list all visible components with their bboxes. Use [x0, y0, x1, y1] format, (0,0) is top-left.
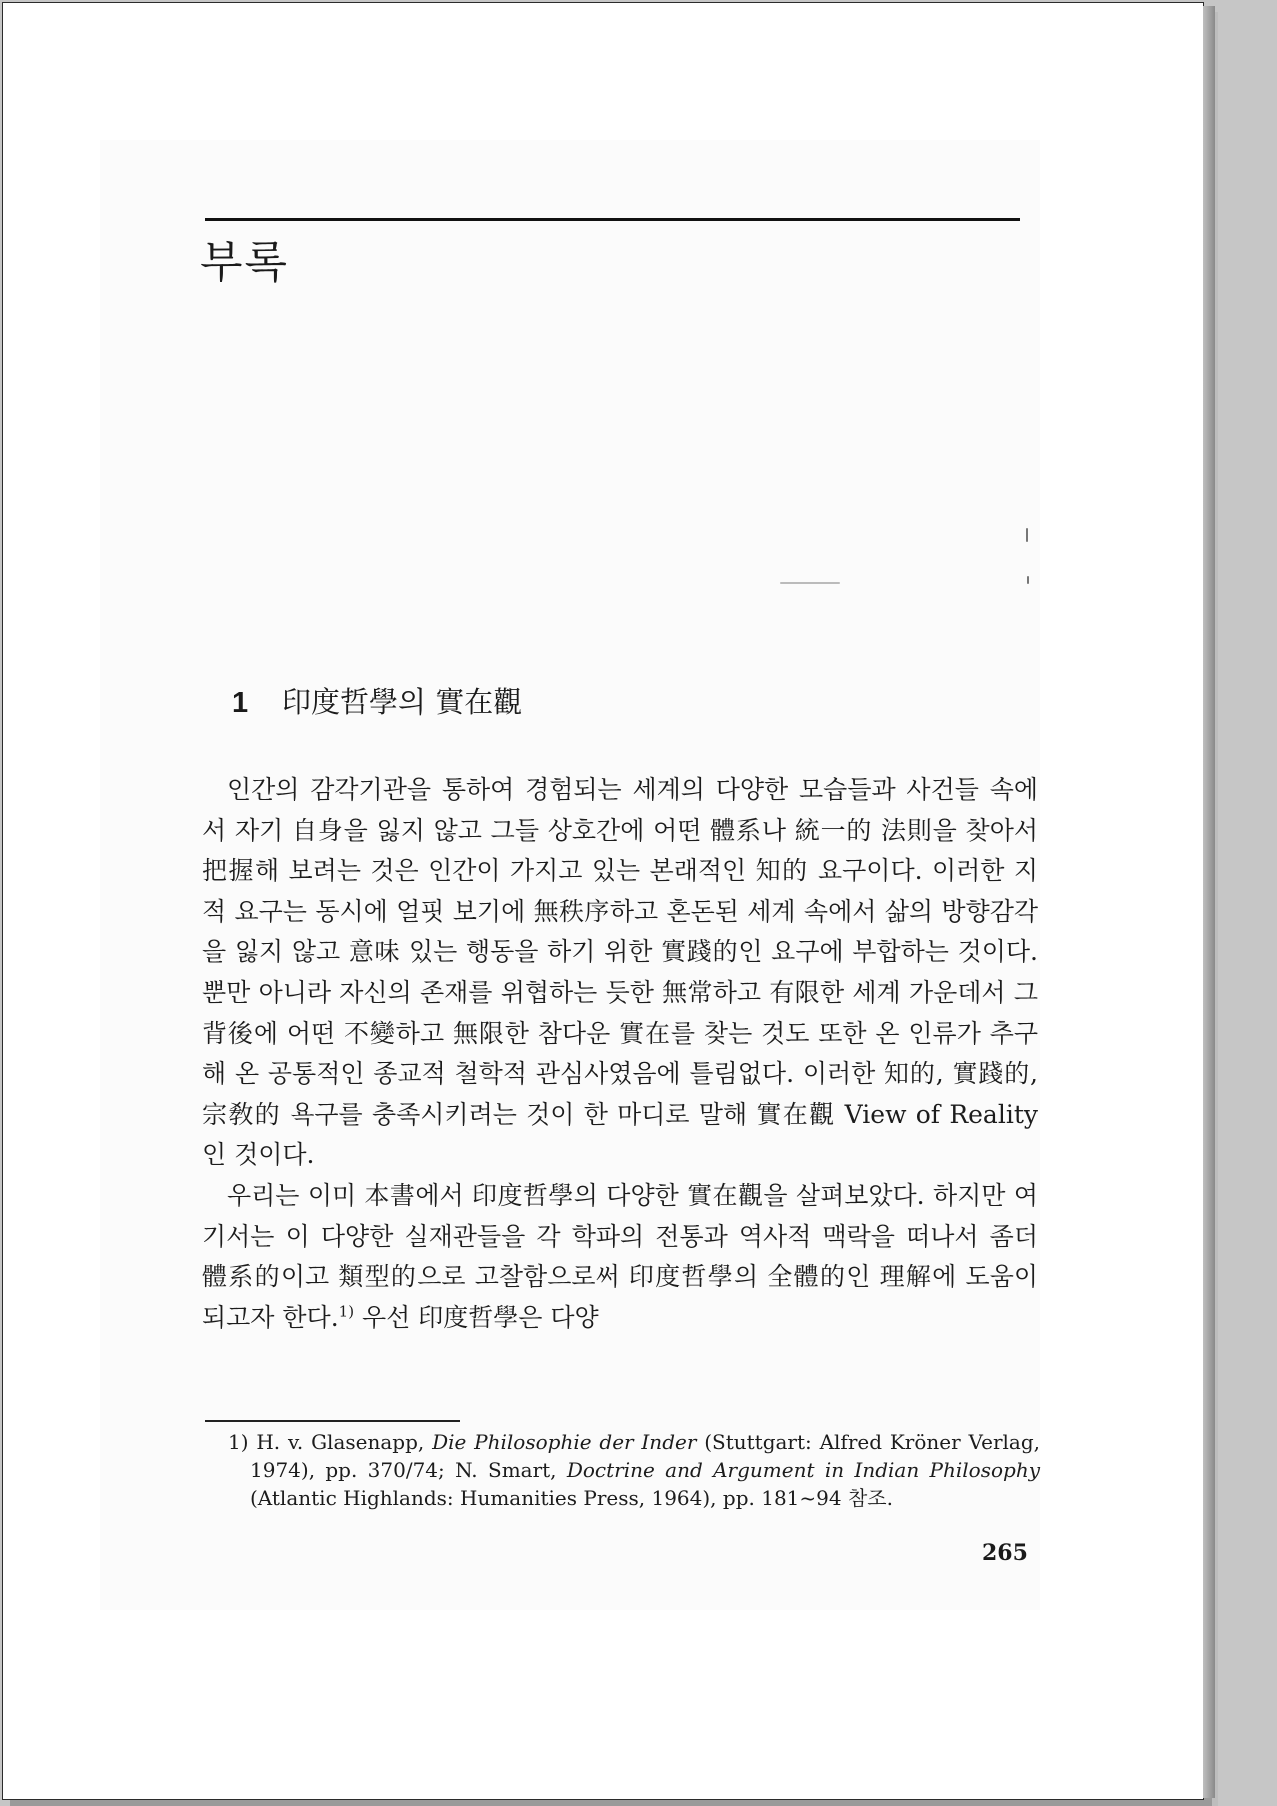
- chapter-title: 부록: [200, 237, 290, 288]
- section-heading: [232, 680, 522, 721]
- footnote-book-title: Die Philosophie der Inder: [432, 1430, 697, 1454]
- page-edge-shadow: [1203, 6, 1215, 1798]
- footnote-rule: [205, 1420, 460, 1422]
- footnote-reference[interactable]: 1): [338, 1302, 355, 1321]
- section-number: 1: [232, 687, 249, 719]
- footnote-book-title: Doctrine and Argument in Indian Philosophy: [566, 1458, 1040, 1482]
- page-number: 265: [982, 1540, 1028, 1566]
- section-title: 印度哲學의 實在觀: [282, 685, 523, 719]
- footnote-marker: 1): [228, 1430, 249, 1454]
- footnote-text: (Stuttgart: Alfred Kröner Verlag, 1974), pp. 370/74; N. Smart,: [250, 1430, 1040, 1482]
- footnote-text: (Atlantic Highlands: Humanities Press, 1964), pp. 181~94 참조.: [250, 1486, 893, 1510]
- scan-speck: [1026, 528, 1028, 542]
- paragraph: [202, 1176, 1038, 1338]
- paragraph: 인간의 감각기관을 통하여 경험되는 세계의 다양한 모습들과 사건들 속에서 자기 自身을 잃지 않고 그들 상호간에 어떤 體系나 統一的 法則을 찾아서 把握해 보려는 것은 인간이 가지고 있는 본래적인 知的 요구이다. 이러한 지적 요구는 동시에 얼핏 보기에 無秩序하고 혼돈된 세계 속에서 삶의 방향감각을 잃지 않고 意味 있는 행동을 하기 위한 實踐的인 요구에 부합하는 것이다. 뿐만 아니라 자신의 존재를 위협하는 듯한 無常하고 有限한 세계 가운데서 그 背後에 어떤 不變하고 無限한 참다운 實在를 찾는 것도 또한 온 인류가 추구해 온 공통적인 종교적 철학적 관심사였음에 틀림없다. 이러한 知的, 實踐的, 宗敎的 욕구를 충족시키려는 것이 한 마디로 말해 實在觀 View of Reality인 것이다.: [202, 775, 1038, 1170]
- footnote-entry: [228, 1428, 1040, 1512]
- footnote: [228, 1428, 1040, 1512]
- paragraph-text: 우리는 이미 本書에서 印度哲學의 다양한 實在觀을 살펴보았다. 하지만 여기서는 이 다양한 실재관들을 각 학파의 전통과 역사적 맥락을 떠나서 좀더 體系的이고 類型的으로 고찰함으로써 印度哲學의 全體的인 理解에 도움이 되고자 한다.: [202, 1180, 1038, 1332]
- scan-speck: [780, 582, 840, 584]
- footnote-text: H. v. Glasenapp,: [248, 1430, 433, 1454]
- paragraph-text-tail: 우선 印度哲學은 다양: [354, 1302, 599, 1332]
- scan-speck: [1027, 576, 1029, 584]
- body-text: [202, 770, 1038, 1338]
- header-rule: [205, 218, 1020, 221]
